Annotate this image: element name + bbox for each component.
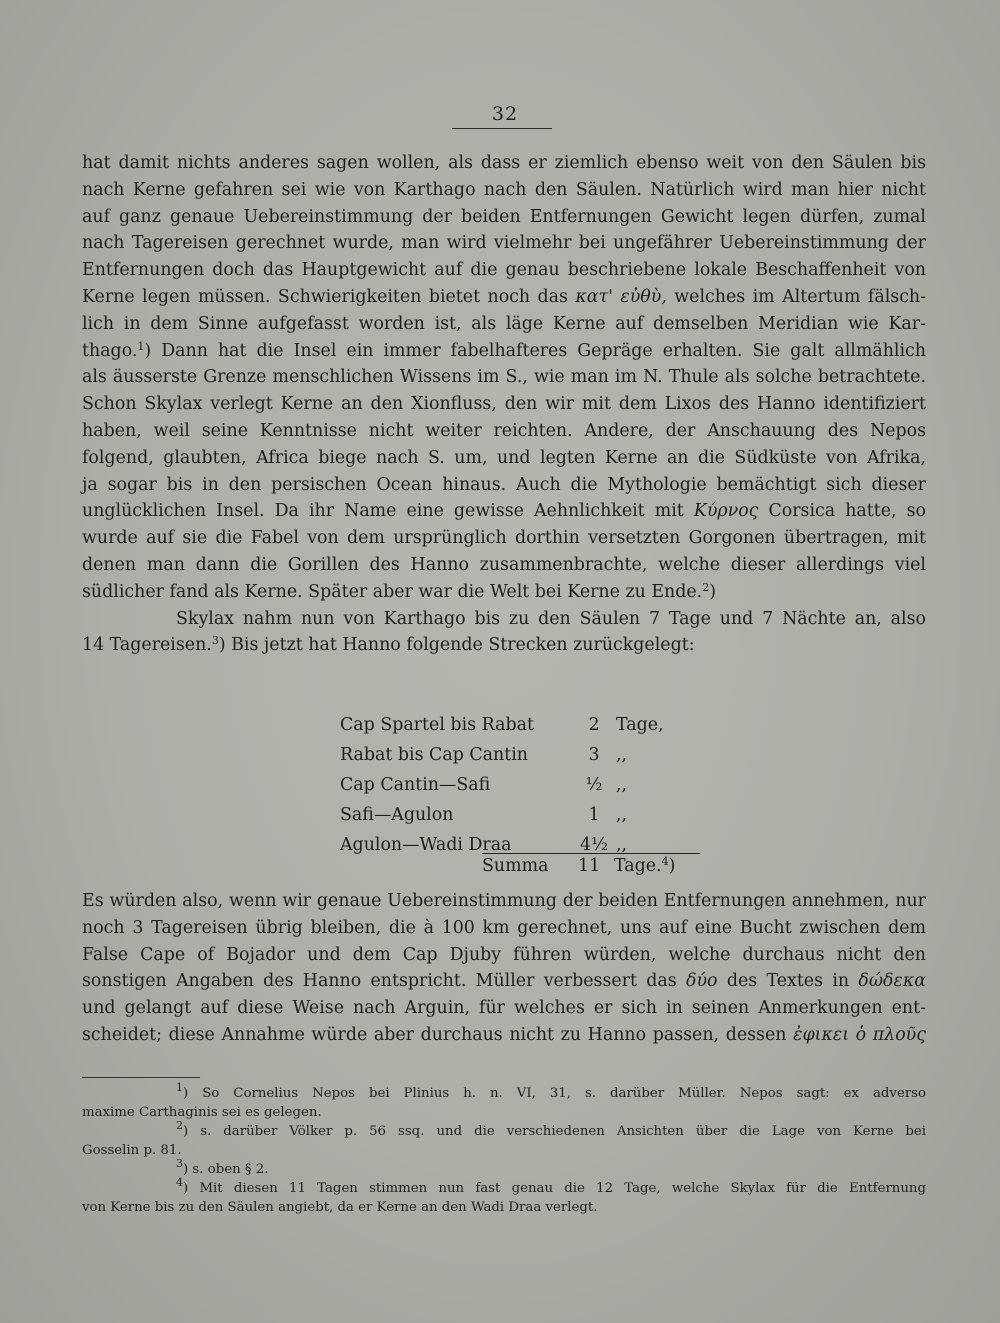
- unit-cell: ,,: [616, 775, 628, 795]
- text-segment: Corsica hatte, so: [768, 501, 927, 522]
- table-row: [340, 770, 736, 800]
- days-cell: ½: [585, 775, 603, 795]
- footnote-line: $^4$) Mit diesen 11 Tagen stimmen nun fast genau die 12 Tage, welche Skylax für die Entfernung: [176, 1176, 927, 1196]
- footnote-line: $^2$) s. darüber Völker p. 56 ssq. und die verschiedenen Ansichten über die Lage von Kerne bei: [176, 1119, 926, 1139]
- days-cell: 3: [588, 745, 600, 765]
- days-cell: 4½: [580, 835, 608, 855]
- text-line: haben, weil seine Kenntnisse nicht weiter reichten. Andere, der Anschauung des Nepos: [82, 420, 926, 441]
- text-line: False Cape of Bojador und dem Cap Djuby führen würden, welche durchaus nicht den: [82, 944, 926, 965]
- footnote-text: So Cornelius Nepos bei Plinius h. n. VI, 31, s. darüber Müller. Nepos sagt: ex adverso: [202, 1086, 927, 1101]
- text-line: nach Kerne gefahren sei wie von Karthago nach den Säulen. Natürlich wird man hier nicht: [82, 179, 926, 200]
- footnote-ref: 2: [702, 580, 710, 594]
- text-line: hat damit nichts anderes sagen wollen, als dass er ziemlich ebenso weit von den Säulen bis: [82, 153, 926, 173]
- text-line: [82, 579, 926, 606]
- sum-row: [482, 856, 675, 876]
- text-line: Schon Skylax verlegt Kerne an den Xionfluss, den wir mit dem Lixos des Hanno identifiziert: [82, 394, 926, 415]
- table-row: [340, 800, 736, 830]
- text-line: als äusserste Grenze menschlichen Wissens im S., wie man im N. Thule als solche betrachtete.: [82, 367, 926, 388]
- footnote-ref: 3: [211, 634, 219, 648]
- text-line: wurde auf sie die Fabel von dem ursprünglich dorthin versetzten Gorgonen übertragen, mit: [82, 528, 926, 549]
- text-segment: ) Bis jetzt hat Hanno folgende Strecken zurückgelegt:: [218, 635, 695, 656]
- sum-unit: Tage.: [614, 856, 662, 876]
- text-line: Es würden also, wenn wir genaue Uebereinstimmung der beiden Entfernungen annehmen, nur: [82, 891, 926, 911]
- text-segment: südlicher fand als Kerne. Später aber war die Welt bei Kerne zu Ende.: [82, 581, 703, 602]
- text-line: [82, 284, 926, 311]
- text-line: nach Tagereisen gerechnet wurde, man wird vielmehr bei ungefährer Uebereinstimmung der: [82, 233, 926, 254]
- text-line: und gelangt auf diese Weise nach Arguin, für welches er sich in seinen Anmerkungen ent-: [82, 998, 926, 1019]
- footnote-line: von Kerne bis zu den Säulen angiebt, da er Kerne an den Wadi Draa verlegt.: [82, 1200, 598, 1215]
- footnote-number: 1: [176, 1081, 183, 1094]
- footnote-ref: 1: [137, 339, 145, 353]
- text-segment: Kerne legen müssen. Schwierigkeiten bietet noch das: [82, 286, 568, 307]
- text-line: Entfernungen doch das Hauptgewicht auf die genau beschriebene lokale Beschaffenheit von: [82, 260, 926, 281]
- table-row: [340, 710, 736, 740]
- footnote-number: 3: [176, 1157, 183, 1170]
- footnote-line: $^3$) s. oben § 2.: [176, 1157, 269, 1177]
- route-cell: Safi—Agulon: [340, 805, 454, 825]
- footnote-rule: [82, 1077, 200, 1078]
- sum-rule: [482, 853, 700, 854]
- text-segment: ): [668, 856, 676, 876]
- text-segment: scheidet; diese Annahme würde aber durchaus nicht zu Hanno passen, dessen: [82, 1024, 787, 1045]
- route-cell: Rabat bis Cap Cantin: [340, 745, 528, 765]
- greek-phrase: κατ' εὐθὺ,: [575, 286, 667, 307]
- footnote-line: maxime Carthaginis sei es gelegen.: [82, 1105, 322, 1120]
- unit-cell: ,,: [616, 805, 628, 825]
- footnote-text: s. oben § 2.: [192, 1162, 269, 1177]
- days-cell: 1: [588, 805, 600, 825]
- footnote-text: Mit diesen 11 Tagen stimmen nun fast genau die 12 Tage, welche Skylax für die Entfernung: [199, 1181, 927, 1196]
- text-line: auf ganz genaue Uebereinstimmung der beiden Entfernungen Gewicht legen dürfen, zumal: [82, 206, 926, 227]
- greek-phrase: ἐφικει ὁ πλοῦς: [793, 1024, 926, 1045]
- text-line: ja sogar bis in den persischen Ocean hinaus. Auch die Mythologie bemächtigt sich dieser: [82, 474, 926, 495]
- text-line: [82, 632, 926, 659]
- page-number-rule: [452, 128, 552, 129]
- sum-label: Summa: [482, 856, 549, 876]
- text-line: Skylax nahm nun von Karthago bis zu den Säulen 7 Tage und 7 Nächte an, also: [176, 608, 926, 629]
- text-segment: ) Dann hat die Insel ein immer fabelhafteres Gepräge erhalten. Sie galt allmählich: [144, 340, 926, 361]
- footnote-line: $^1$) So Cornelius Nepos bei Plinius h. n. VI, 31, s. darüber Müller. Nepos sagt: ex adverso: [176, 1081, 927, 1101]
- text-line: [82, 338, 926, 365]
- greek-phrase: δύο: [686, 971, 718, 992]
- days-cell: 2: [588, 715, 600, 735]
- page-number: 32: [491, 103, 519, 125]
- sum-unit-group: [614, 856, 675, 876]
- route-cell: Cap Cantin—Safi: [340, 775, 491, 795]
- text-line: [82, 1022, 926, 1049]
- paragraph-3: [82, 888, 926, 1049]
- text-segment: des Textes in: [726, 971, 850, 992]
- route-cell: Cap Spartel bis Rabat: [340, 715, 534, 735]
- footnote-number: 4: [176, 1176, 183, 1189]
- unit-cell: Tage,: [616, 715, 664, 735]
- footnote-text: s. darüber Völker p. 56 ssq. und die verschiedenen Ansichten über die Lage von Kerne bei: [200, 1124, 926, 1139]
- text-line: noch 3 Tagereisen übrig bleiben, die à 100 km gerechnet, uns auf eine Bucht zwischen dem: [82, 917, 926, 938]
- paragraph-1: [82, 150, 926, 659]
- text-segment: welches im Altertum fälsch-: [674, 286, 927, 307]
- greek-phrase: δώδεκα: [858, 971, 926, 992]
- text-segment: 14 Tagereisen.: [82, 635, 212, 656]
- text-line: denen man dann die Gorillen des Hanno zusammenbrachte, welche dieser allerdings viel: [82, 554, 926, 575]
- text-line: lich in dem Sinne aufgefasst worden ist, als läge Kerne auf demselben Meridian wie Kar-: [82, 313, 926, 334]
- footnote-ref: 4: [661, 855, 669, 868]
- unit-cell: ,,: [616, 745, 628, 765]
- route-cell: Agulon—Wadi Draa: [340, 835, 512, 855]
- text-line: folgend, glaubten, Africa biege nach S. um, und legten Kerne an die Südküste von Afrika,: [82, 447, 926, 468]
- text-segment: unglücklichen Insel. Da ihr Name eine gewisse Aehnlichkeit mit: [82, 501, 684, 522]
- text-segment: ): [709, 581, 716, 602]
- footnote-number: 2: [176, 1119, 183, 1132]
- footnotes: [82, 1081, 927, 1217]
- text-line: [82, 498, 926, 525]
- text-segment: thago.: [82, 340, 138, 361]
- greek-phrase: Κύρνος: [693, 501, 759, 522]
- unit-cell: ,,: [616, 835, 628, 855]
- distance-table: [340, 710, 736, 860]
- text-segment: sonstigen Angaben des Hanno entspricht. Müller verbessert das: [82, 971, 677, 992]
- table-row: [340, 740, 736, 770]
- text-line: [82, 968, 926, 995]
- sum-value: 11: [578, 856, 601, 876]
- footnote-line: Gosselin p. 81.: [82, 1143, 182, 1158]
